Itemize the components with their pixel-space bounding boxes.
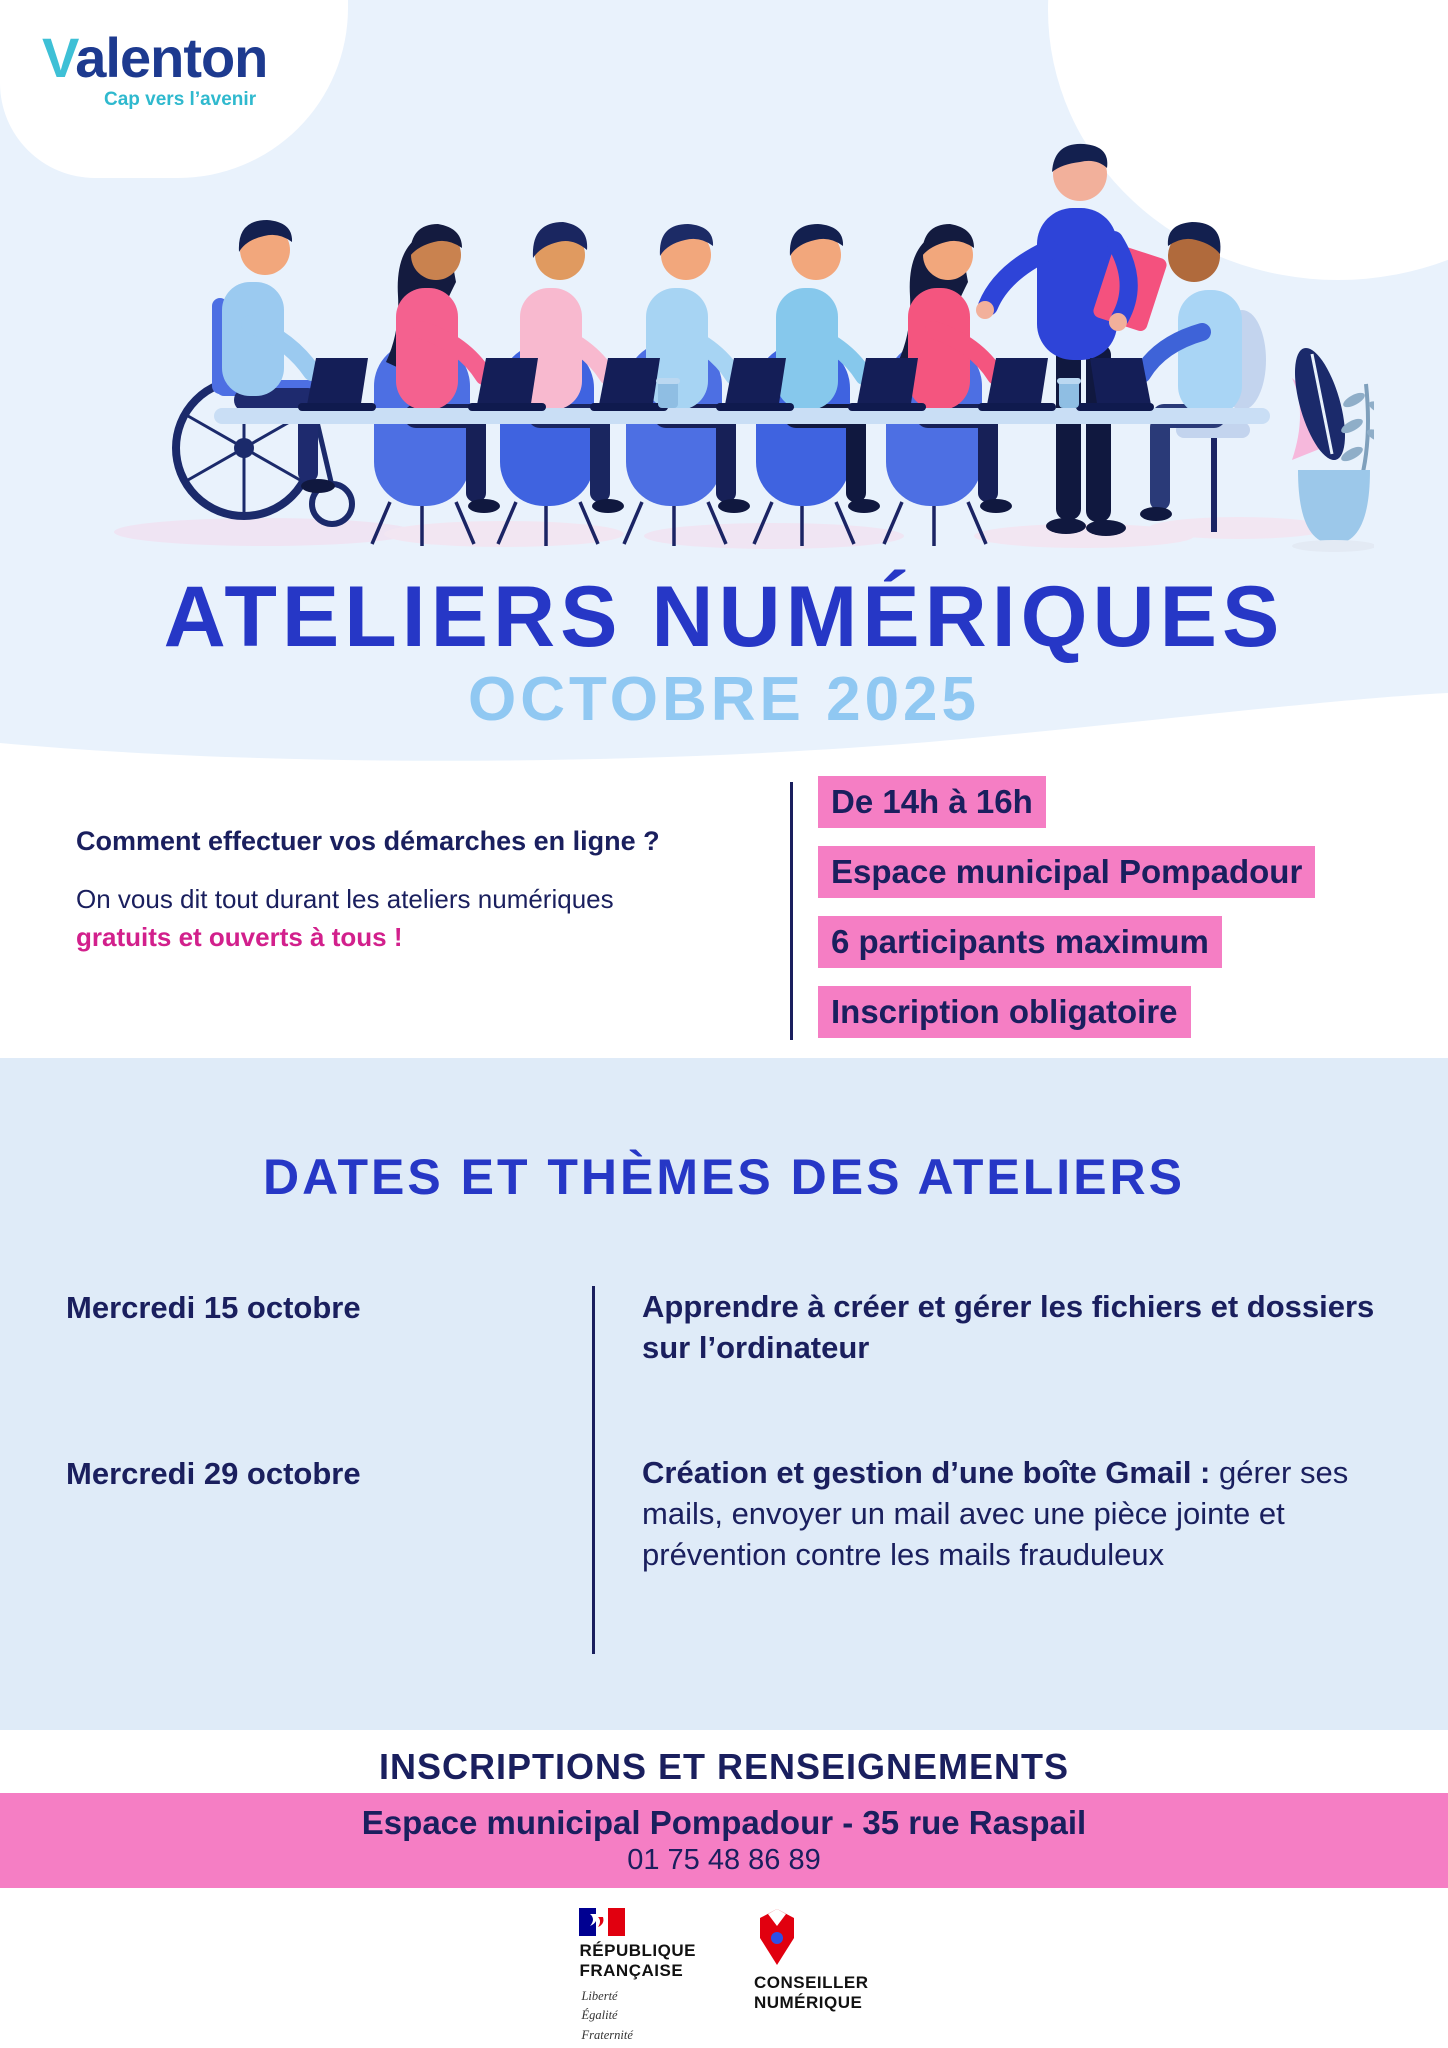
republique-francaise-logo <box>579 1908 695 2048</box>
session-info-list <box>818 776 1315 1056</box>
seated-participants <box>372 222 1012 546</box>
marianne-flag-icon <box>579 1908 625 1936</box>
page-title: ATELIERS NUMÉRIQUES <box>163 569 1285 665</box>
intro-text-line1: On vous dit tout durant les ateliers numériques <box>76 884 614 914</box>
valenton-tagline: Cap vers l’avenir <box>104 89 257 110</box>
table-divider <box>592 1286 595 1654</box>
republique-line2: FRANÇAISE <box>579 1961 684 1981</box>
workshop-theme <box>642 1286 1402 1368</box>
session-location: Espace municipal Pompadour <box>818 846 1315 898</box>
session-time: De 14h à 16h <box>818 776 1046 828</box>
contact-band <box>0 1793 1448 1888</box>
contact-section <box>0 1730 1448 1793</box>
instructor <box>976 144 1168 536</box>
workshop-date: Mercredi 15 octobre <box>66 1290 361 1325</box>
contact-address: Espace municipal Pompadour - 35 rue Raspail <box>361 1804 1087 1841</box>
page-subtitle: OCTOBRE 2025 <box>467 665 981 734</box>
motto-liberte: Liberté <box>581 1989 618 2004</box>
intro-paragraph <box>76 880 614 956</box>
intro-section <box>0 770 1448 1058</box>
republique-motto <box>581 1987 632 2045</box>
session-registration: Inscription obligatoire <box>818 986 1191 1038</box>
workshop-theme-rest: gérer ses mails, envoyer un mail avec une pièce jointe et prévention contre les mails frauduleux <box>642 1455 1349 1572</box>
republique-line1: RÉPUBLIQUE <box>579 1941 696 1960</box>
workshop-theme-text: Création et gestion d’une boîte Gmail : <box>642 1455 1211 1490</box>
valenton-logo <box>42 26 268 111</box>
intro-question: Comment effectuer vos démarches en ligne ? <box>76 826 660 856</box>
motto-egalite: Égalité <box>581 2008 618 2023</box>
workshop-theme-text: Apprendre à créer et gérer les fichiers et dossiers sur l’ordinateur <box>642 1289 1375 1365</box>
valenton-wordmark: Valenton <box>42 26 268 89</box>
workshop-date: Mercredi 29 octobre <box>66 1456 361 1491</box>
republique-title <box>579 1941 695 1981</box>
workshop-illustration <box>74 92 1374 552</box>
conseiller-line2: NUMÉRIQUE <box>753 1993 863 2013</box>
conseiller-title <box>754 1973 869 2014</box>
conseiller-line1: CONSEILLER <box>753 1973 869 1992</box>
workshops-section <box>0 1058 1448 1730</box>
session-capacity: 6 participants maximum <box>818 916 1222 968</box>
contact-heading: INSCRIPTIONS ET RENSEIGNEMENTS <box>378 1746 1070 1787</box>
hero-section <box>0 0 1448 770</box>
motto-fraternite: Fraternité <box>581 2027 633 2042</box>
workshops-heading: DATES ET THÈMES DES ATELIERS <box>262 1149 1186 1205</box>
workshop-theme <box>642 1452 1402 1575</box>
section-divider <box>790 782 793 1040</box>
conseiller-numerique-pin-icon <box>754 1908 800 1966</box>
footer <box>0 1888 1448 2048</box>
intro-text-line2: gratuits et ouverts à tous ! <box>76 922 403 952</box>
conseiller-numerique-logo <box>754 1908 869 2048</box>
contact-phone: 01 75 48 86 89 <box>627 1844 821 1876</box>
